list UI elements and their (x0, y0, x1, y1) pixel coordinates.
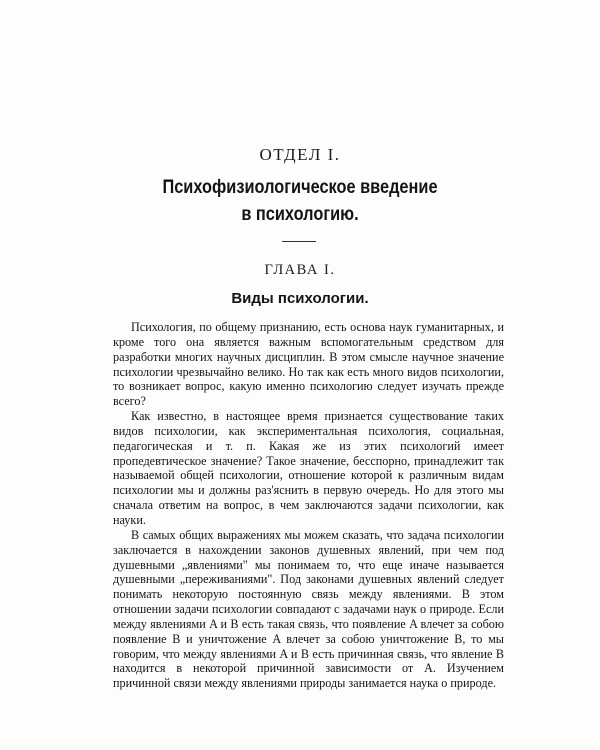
section-title-line-1: Психофизиологическое введение (162, 177, 438, 198)
paragraph-2: Как известно, в настоящее время признается существование таких видов психологии, как экспериментальная психология, социальная, педагогическая и т. п. Какая же из этих психологий имеет пропедевтическое значение? Такое значение, бесспорно, принадлежит так называемой общей психологии, отношение которой к различным видам психологии мы и должны раз'яснить в первую очередь. Но для этого мы сначала ответим на вопрос, в чем заключаются задачи психологии, как науки. (113, 409, 504, 527)
section-title-line-2: в психологию. (241, 204, 359, 225)
body-text (113, 320, 504, 691)
paragraph-1: Психология, по общему признанию, есть основа наук гуманитарных, и кроме того она является важным вспомогательным средством для разработки многих научных дисциплин. В этом смысле научное значение психологии чрезвычайно велико. Но так как есть много видов психологии, то возникает вопрос, какую именно психологию следует изучать прежде всего? (113, 320, 504, 409)
decorative-rule (282, 241, 316, 242)
section-heading: ОТДЕЛ I. (259, 145, 341, 164)
paragraph-3: В самых общих выражениях мы можем сказать, что задача психологии заключается в нахождении законов душевных явлений, при чем под душевными „явлениями" мы понимаем то, что еще иначе называется душевными „переживаниями". Под законами душевных явлений следует понимать некоторую постоянную связь между явлениями. В этом отношении задачи психологии совпадают с задачами наук о природе. Если между явлениями A и B есть такая связь, что появление A влечет за собою появление B и уничтожение A влечет за собою уничтожение B, то мы говорим, что между явлениями A и B есть причинная связь, что явление B находится в некоторой причинной зависимости от A. Изучением причинной связи между явлениями природы занимается наука о природе. (113, 527, 504, 691)
chapter-heading: ГЛАВА I. (264, 262, 336, 278)
chapter-title: Виды психологии. (231, 290, 369, 307)
section-title (42, 174, 558, 228)
